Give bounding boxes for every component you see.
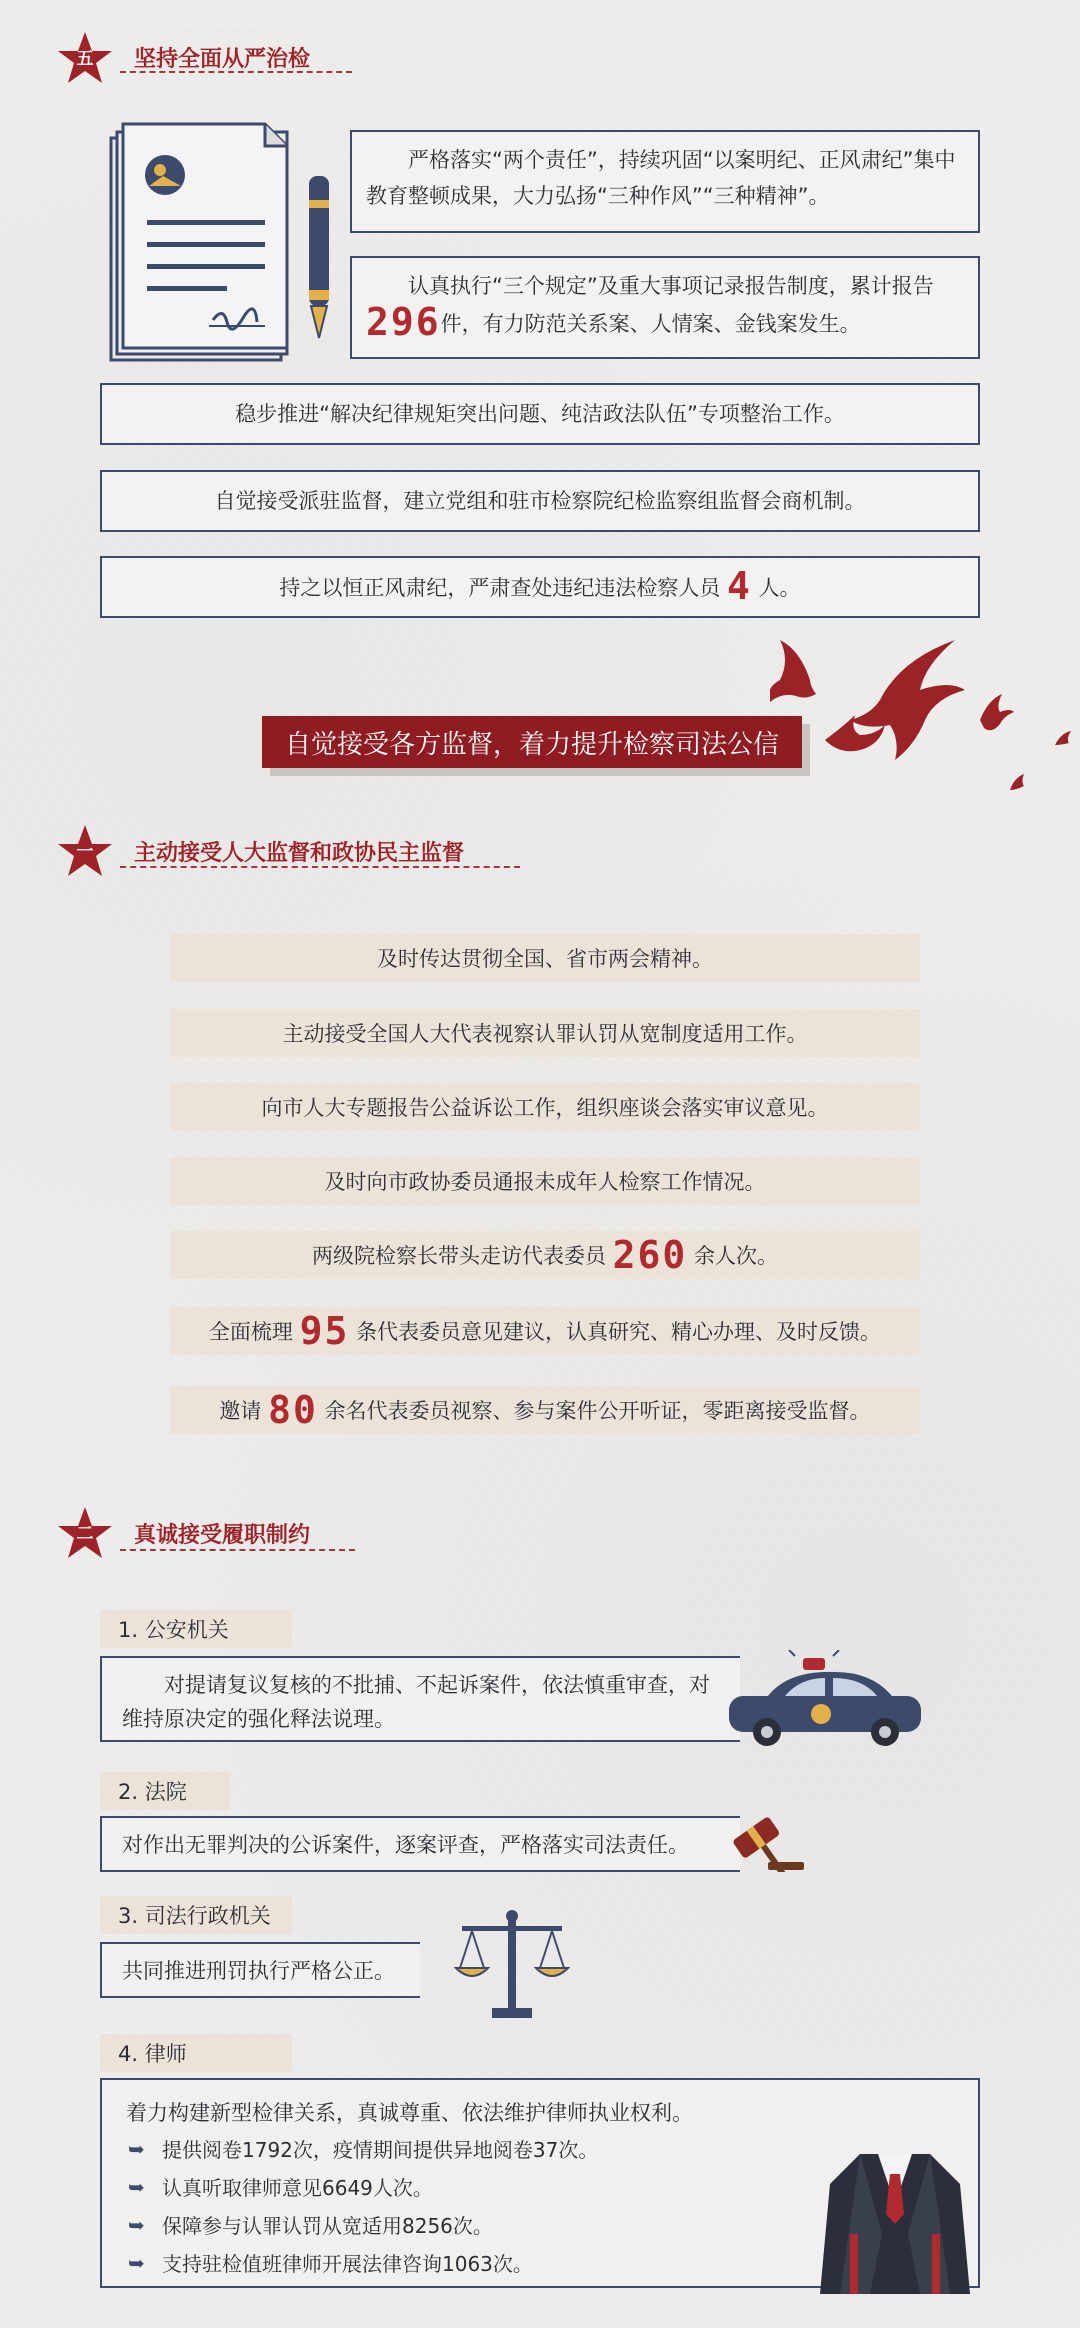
scales-icon <box>452 1908 572 2024</box>
arrow-icon: ➥ <box>128 2250 145 2275</box>
supervision-item: 及时传达贯彻全国、省市两会精神。 <box>170 934 920 982</box>
section-underline <box>120 71 352 73</box>
supervision-item: 全面梳理 95 条代表委员意见建议，认真研究、精心办理、及时反馈。 <box>170 1307 920 1355</box>
supervision-item: 两级院检察长带头走访代表委员 260 余人次。 <box>170 1231 920 1279</box>
arrow-icon: ➥ <box>128 2174 145 2199</box>
gavel-icon <box>728 1812 808 1872</box>
info-box-supervision <box>100 470 980 532</box>
list-item: ➥ 支持驻检值班律师开展法律咨询1063次。 <box>128 2250 533 2276</box>
supervision-item: 邀请 80 余名代表委员视察、参与案件公开听证，零距离接受监督。 <box>170 1386 920 1434</box>
info-box-judicial-admin: 共同推进刑罚执行严格公正。 <box>100 1942 420 1998</box>
list-item: ➥ 保障参与认罪认罚从宽适用8256次。 <box>128 2212 493 2238</box>
sublabel-judicial-admin: 3. 司法行政机关 <box>100 1896 292 1934</box>
section-star-icon <box>56 30 114 88</box>
info-text: 持之以恒正风肃纪，严肃查处违纪违法检察人员 4 人。 <box>279 564 801 608</box>
highlight-number: 95 <box>299 1309 350 1353</box>
supervision-item: 向市人大专题报告公益诉讼工作，组织座谈会落实审议意见。 <box>170 1083 920 1131</box>
doves-icon <box>770 630 1080 810</box>
section-title: 坚持全面从严治检 <box>134 47 311 72</box>
section-title: 主动接受人大监督和政协民主监督 <box>134 841 465 866</box>
info-box-discipline <box>100 556 980 618</box>
judge-robe-icon <box>820 2144 970 2294</box>
police-car-icon <box>725 1650 925 1750</box>
info-box-responsibility <box>350 130 980 233</box>
info-text: 自觉接受派驻监督，建立党组和驻市检察院纪检监察组监督会商机制。 <box>214 489 866 513</box>
info-text: 认真执行“三个规定”及重大事项记录报告制度，累计报告296件，有力防范关系案、人情案、金钱案发生。 <box>366 274 934 344</box>
section-underline <box>120 1549 355 1551</box>
supervision-item: 主动接受全国人大代表视察认罪认罚从宽制度适用工作。 <box>170 1009 920 1057</box>
supervision-item: 及时向市政协委员通报未成年人检察工作情况。 <box>170 1157 920 1205</box>
section-banner: 自觉接受各方监督，着力提升检察司法公信 <box>262 716 802 768</box>
section-number: 二 <box>76 1524 94 1544</box>
highlight-number: 260 <box>612 1233 688 1277</box>
sublabel-lawyer: 4. 律师 <box>100 2034 292 2072</box>
info-text: 严格落实“两个责任”，持续巩固“以案明纪、正风肃纪”集中教育整顿成果，大力弘扬“三种作风”“三种精神”。 <box>366 148 956 208</box>
section-underline <box>120 866 520 868</box>
section-star-icon <box>56 1505 114 1563</box>
section-star-icon <box>56 823 114 881</box>
sublabel-court: 2. 法院 <box>100 1772 230 1810</box>
info-text: 稳步推进“解决纪律规矩突出问题、纯洁政法队伍”专项整治工作。 <box>235 402 845 426</box>
document-pen-icon <box>105 120 345 370</box>
arrow-icon: ➥ <box>128 2212 145 2237</box>
highlight-number: 296 <box>366 300 441 344</box>
info-box-court: 对作出无罪判决的公诉案件，逐案评查，严格落实司法责任。 <box>100 1816 740 1872</box>
section-number: 一 <box>76 842 94 862</box>
list-item: ➥ 认真听取律师意见6649人次。 <box>128 2174 433 2200</box>
highlight-number: 4 <box>727 564 752 608</box>
info-box-report <box>350 256 980 359</box>
section-title: 真诚接受履职制约 <box>134 1523 311 1548</box>
arrow-icon: ➥ <box>128 2136 145 2161</box>
sublabel-police: 1. 公安机关 <box>100 1610 292 1648</box>
lawyer-intro: 着力构建新型检律关系，真诚尊重、依法维护律师执业权利。 <box>126 2101 693 2125</box>
section-number: 五 <box>76 49 94 69</box>
highlight-number: 80 <box>268 1388 318 1432</box>
list-item: ➥ 提供阅卷1792次，疫情期间提供异地阅卷37次。 <box>128 2136 599 2162</box>
info-box-rectification <box>100 383 980 445</box>
info-box-police: 对提请复议复核的不批捕、不起诉案件，依法慎重审查，对维持原决定的强化释法说理。 <box>100 1656 740 1742</box>
